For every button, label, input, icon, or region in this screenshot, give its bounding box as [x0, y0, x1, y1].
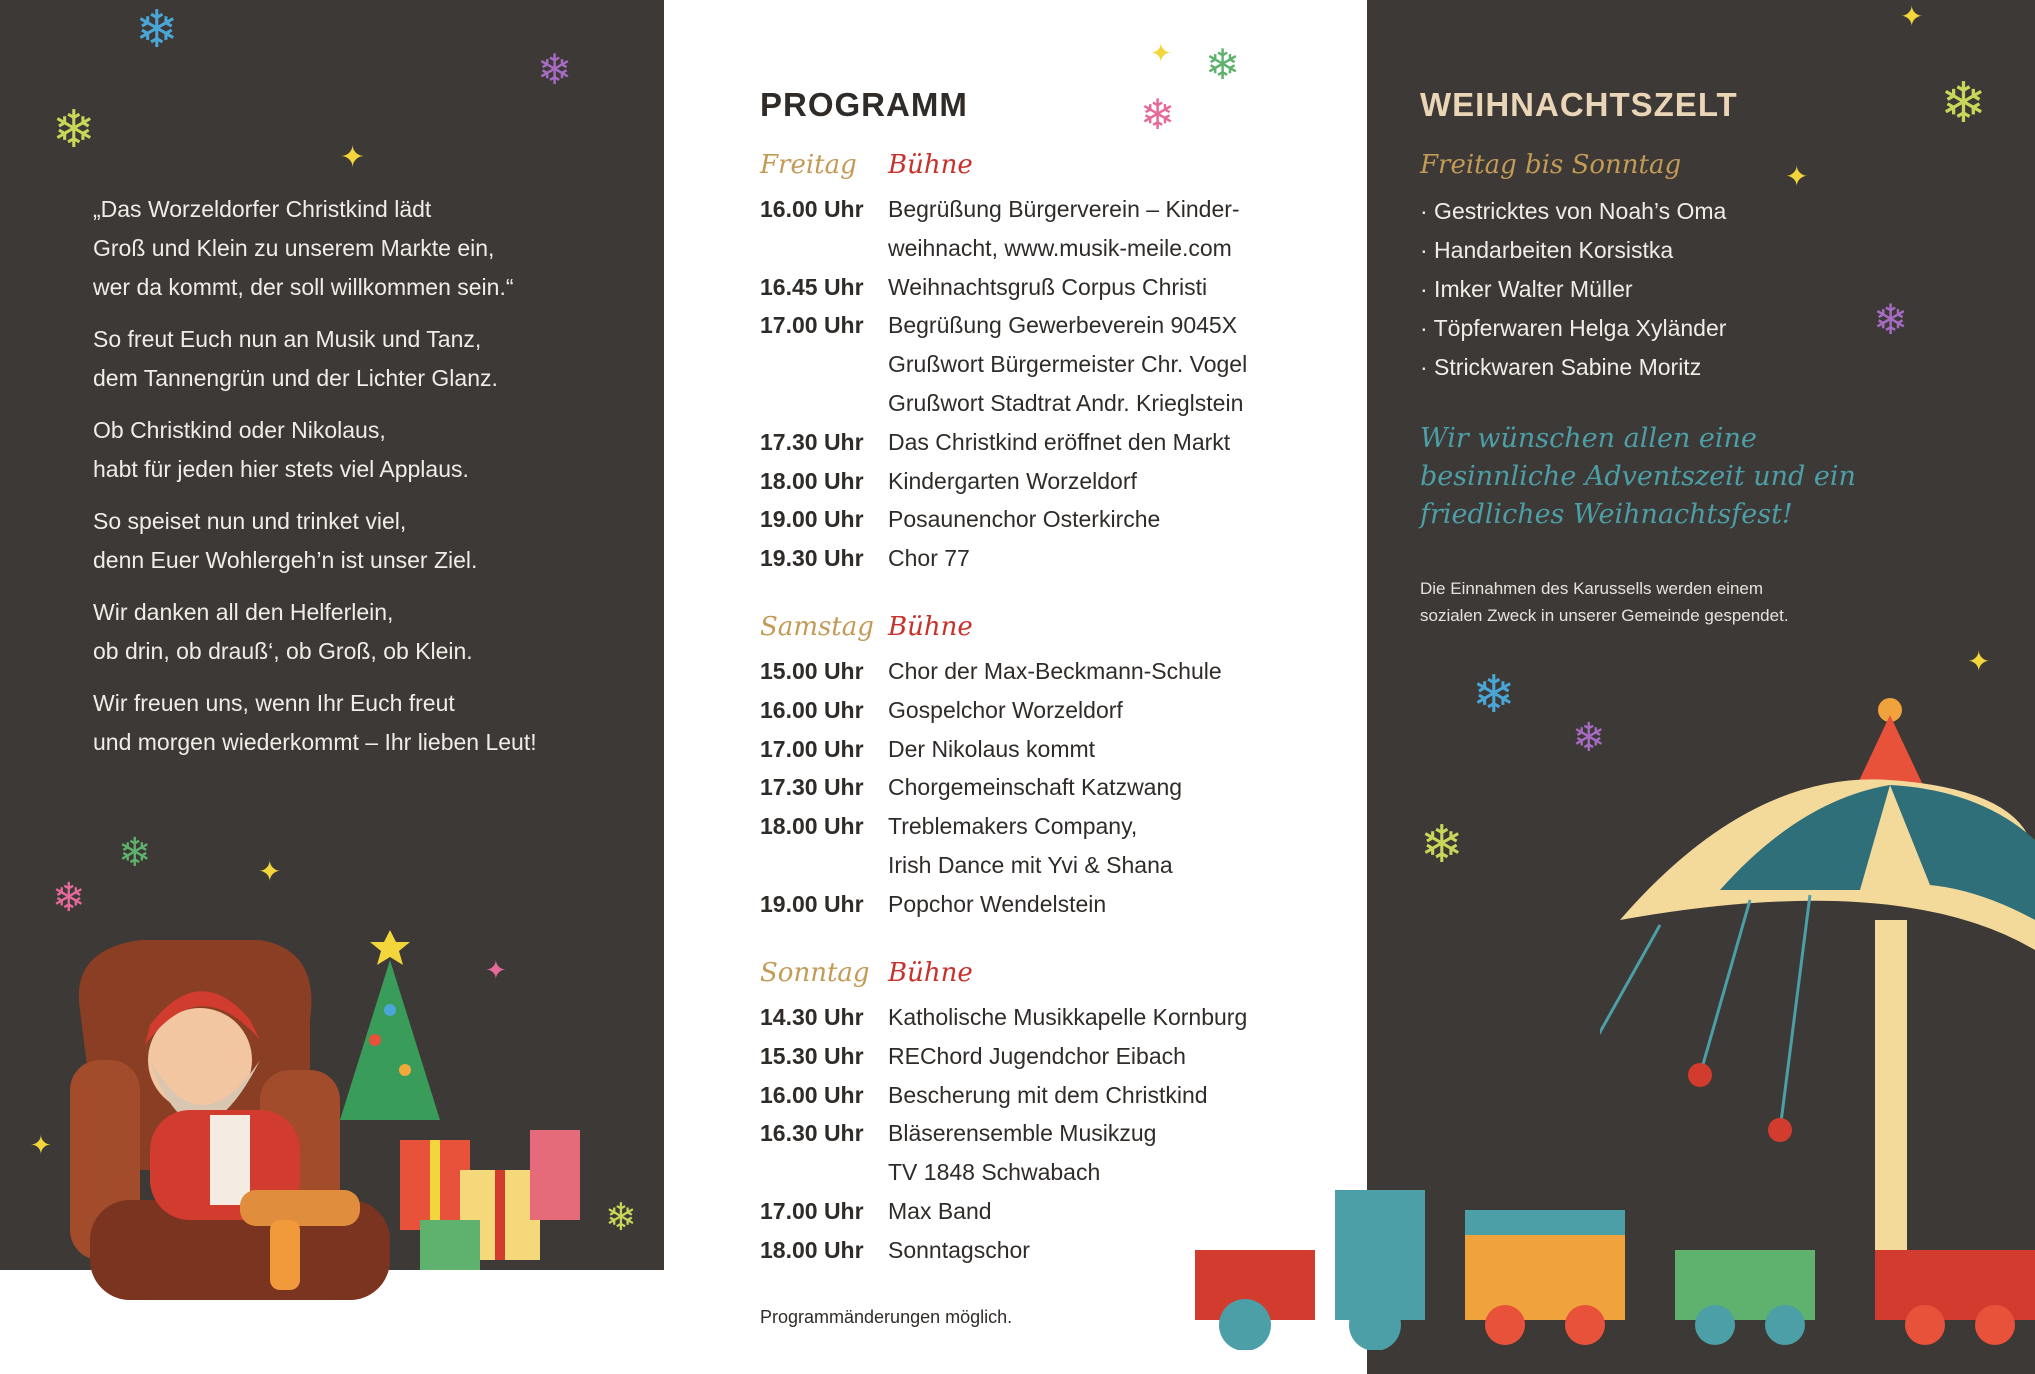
schedule-row — [760, 462, 1340, 501]
snowflake-icon: ❄ — [1420, 816, 1464, 874]
toy-train-illustration — [1165, 1130, 2035, 1350]
schedule-act: Chor der Max-Beckmann-Schule — [888, 658, 1222, 684]
snowflake-icon: ❄ — [1940, 71, 1987, 134]
donation-note — [1420, 575, 1980, 629]
snowflake-icon: ❄ — [135, 1, 179, 59]
poem-line: dem Tannengrün und der Lichter Glanz. — [93, 365, 498, 391]
schedule-act: Weihnachtsgruß Corpus Christi — [888, 273, 1208, 300]
poem-line: So freut Euch nun an Musik und Tanz, — [93, 326, 482, 352]
poem-line: Wir freuen uns, wenn Ihr Euch freut — [93, 690, 455, 716]
snowflake-icon: ❄ — [537, 46, 573, 93]
schedule-time: 17.00 Uhr — [760, 1197, 864, 1224]
schedule-act: Begrüßung Gewerbeverein 9045X — [888, 312, 1238, 339]
snowflake-icon: ❄ — [1140, 91, 1176, 138]
schedule-row — [760, 345, 1340, 384]
schedule-act: REChord Jugendchor Eibach — [888, 1042, 1186, 1069]
schedule-row — [760, 384, 1340, 423]
poem-line: wer da kommt, der soll willkommen sein.“ — [93, 274, 514, 300]
poem-line: „Das Worzeldorfer Christkind lädt — [93, 196, 432, 222]
schedule-row — [760, 807, 1340, 846]
schedule-time: 19.00 Uhr — [760, 506, 864, 533]
schedule-time: 19.00 Uhr — [760, 890, 864, 917]
schedule-row — [760, 423, 1340, 462]
stage-label: Bühne — [888, 150, 973, 180]
star-icon: ✦ — [1150, 38, 1172, 68]
wish-line: besinnliche Adventszeit und ein — [1420, 461, 1856, 492]
poem-line: Ob Christkind oder Nikolaus, — [93, 417, 386, 443]
schedule-row — [760, 691, 1340, 730]
schedule-act: TV 1848 Schwabach — [888, 1159, 1101, 1186]
poem-line: und morgen wiederkommt – Ihr lieben Leut! — [93, 729, 537, 755]
schedule-act: Chor 77 — [888, 545, 970, 572]
schedule-act: Grußwort Bürgermeister Chr. Vogel — [888, 351, 1248, 378]
donation-line: sozialen Zweck in unserer Gemeinde gespendet. — [1420, 606, 1789, 625]
schedule-row — [760, 229, 1340, 268]
star-icon: ✦ — [1900, 1, 1924, 32]
schedule-row — [760, 500, 1340, 539]
schedule-time: 18.00 Uhr — [760, 1236, 864, 1263]
schedule-time: 15.30 Uhr — [760, 1042, 864, 1069]
snowflake-icon: ❄ — [1472, 666, 1516, 724]
poem — [93, 190, 633, 775]
day-label: Sonntag — [760, 958, 870, 988]
schedule-time: 17.00 Uhr — [760, 312, 864, 339]
schedule-row — [760, 268, 1340, 307]
tent-title: WEIHNACHTSZELT — [1420, 86, 1738, 123]
list-item: · Imker Walter Müller — [1420, 276, 1633, 302]
schedule-time: 16.00 Uhr — [760, 696, 864, 723]
schedule-time: 17.00 Uhr — [760, 735, 864, 762]
schedule-row — [760, 768, 1340, 807]
schedule-time: 18.00 Uhr — [760, 467, 864, 494]
poem-stanza — [93, 320, 633, 398]
schedule-row — [760, 539, 1340, 578]
schedule-act: weihnacht, www.musik-meile.com — [888, 234, 1232, 261]
poem-stanza — [93, 502, 633, 580]
schedule-act: Kindergarten Worzeldorf — [888, 467, 1137, 494]
schedule-act: Der Nikolaus kommt — [888, 735, 1096, 762]
schedule-row — [760, 846, 1340, 885]
stage-label: Bühne — [888, 958, 973, 988]
poem-line: ob drin, ob drauß‘, ob Groß, ob Klein. — [93, 638, 473, 664]
snowflake-icon: ❄ — [52, 876, 86, 920]
schedule-act: Chorgemeinschaft Katzwang — [888, 774, 1183, 801]
list-item: · Strickwaren Sabine Moritz — [1420, 354, 1702, 380]
schedule-time: 16.00 Uhr — [760, 1081, 864, 1108]
star-icon: ✦ — [30, 1130, 52, 1160]
schedule-saturday — [760, 652, 1340, 924]
schedule-row — [760, 1076, 1340, 1115]
star-icon: ✦ — [258, 856, 282, 887]
schedule-act: Grußwort Stadtrat Andr. Krieglstein — [888, 389, 1244, 416]
schedule-time: 18.00 Uhr — [760, 813, 864, 840]
schedule-act: Katholische Musikkapelle Kornburg — [888, 1004, 1248, 1030]
schedule-act: Irish Dance mit Yvi & Shana — [888, 851, 1173, 878]
tent-vendor-list — [1420, 192, 1726, 387]
wish-line: Wir wünschen allen eine — [1420, 423, 1757, 454]
schedule-time: 17.30 Uhr — [760, 774, 864, 801]
poem-stanza — [93, 190, 633, 307]
schedule-time: 15.00 Uhr — [760, 658, 864, 684]
list-item: · Töpferwaren Helga Xyländer — [1420, 315, 1727, 341]
schedule-row — [760, 306, 1340, 345]
poem-line: Wir danken all den Helferlein, — [93, 599, 394, 625]
schedule-row — [760, 1037, 1340, 1076]
wish-line: friedliches Weihnachtsfest! — [1420, 499, 1793, 530]
snowflake-icon: ❄ — [1572, 716, 1606, 760]
schedule-row — [760, 730, 1340, 769]
schedule-row — [760, 998, 1340, 1037]
star-icon: ✦ — [1785, 161, 1809, 192]
schedule-act: Das Christkind eröffnet den Markt — [888, 428, 1231, 455]
gift-boxes-illustration — [390, 1100, 590, 1280]
schedule-act: Begrüßung Bürgerverein – Kinder- — [888, 196, 1240, 222]
program-title: PROGRAMM — [760, 86, 968, 123]
schedule-friday — [760, 190, 1340, 578]
schedule-act: Treblemakers Company, — [888, 813, 1138, 840]
poem-line: habt für jeden hier stets viel Applaus. — [93, 456, 469, 482]
star-icon: ✦ — [340, 141, 366, 174]
star-icon: ✦ — [485, 955, 507, 985]
poem-line: denn Euer Wohlergeh’n ist unser Ziel. — [93, 547, 478, 573]
schedule-act: Gospelchor Worzeldorf — [888, 696, 1123, 723]
poem-line: So speiset nun und trinket viel, — [93, 508, 407, 534]
schedule-act: Popchor Wendelstein — [888, 890, 1107, 917]
schedule-time: 14.30 Uhr — [760, 1004, 864, 1030]
schedule-act: Bläserensemble Musikzug — [888, 1120, 1157, 1147]
poem-stanza — [93, 593, 633, 671]
donation-line: Die Einnahmen des Karussells werden einem — [1420, 579, 1764, 598]
list-item: · Gestricktes von Noah’s Oma — [1420, 198, 1727, 224]
poem-stanza — [93, 411, 633, 489]
tent-subtitle: Freitag bis Sonntag — [1420, 150, 1682, 180]
program-note: Programmänderungen möglich. — [760, 1307, 1013, 1327]
schedule-act: Sonntagschor — [888, 1236, 1030, 1263]
schedule-time: 17.30 Uhr — [760, 428, 864, 455]
schedule-time: 16.30 Uhr — [760, 1120, 864, 1147]
schedule-act: Posaunenchor Osterkirche — [888, 506, 1161, 533]
star-icon: ✦ — [1967, 646, 1991, 677]
schedule-row — [760, 190, 1340, 229]
christmas-wish — [1420, 420, 1980, 534]
snowflake-icon: ❄ — [1205, 41, 1241, 88]
schedule-act: Bescherung mit dem Christkind — [888, 1081, 1208, 1108]
snowflake-icon: ❄ — [605, 1197, 637, 1239]
snowflake-icon: ❄ — [52, 101, 96, 159]
schedule-time: 16.45 Uhr — [760, 273, 864, 300]
snowflake-icon: ❄ — [1873, 296, 1909, 343]
list-item: · Handarbeiten Korsistka — [1420, 237, 1674, 263]
poem-stanza — [93, 684, 633, 762]
snowflake-icon: ❄ — [118, 831, 152, 875]
day-label: Freitag — [760, 150, 857, 180]
day-label: Samstag — [760, 612, 874, 642]
stage-label: Bühne — [888, 612, 973, 642]
schedule-row — [760, 652, 1340, 691]
schedule-time: 19.30 Uhr — [760, 545, 864, 572]
schedule-row — [760, 885, 1340, 924]
poem-line: Groß und Klein zu unserem Markte ein, — [93, 235, 495, 261]
schedule-time: 16.00 Uhr — [760, 196, 864, 222]
schedule-act: Max Band — [888, 1197, 992, 1224]
